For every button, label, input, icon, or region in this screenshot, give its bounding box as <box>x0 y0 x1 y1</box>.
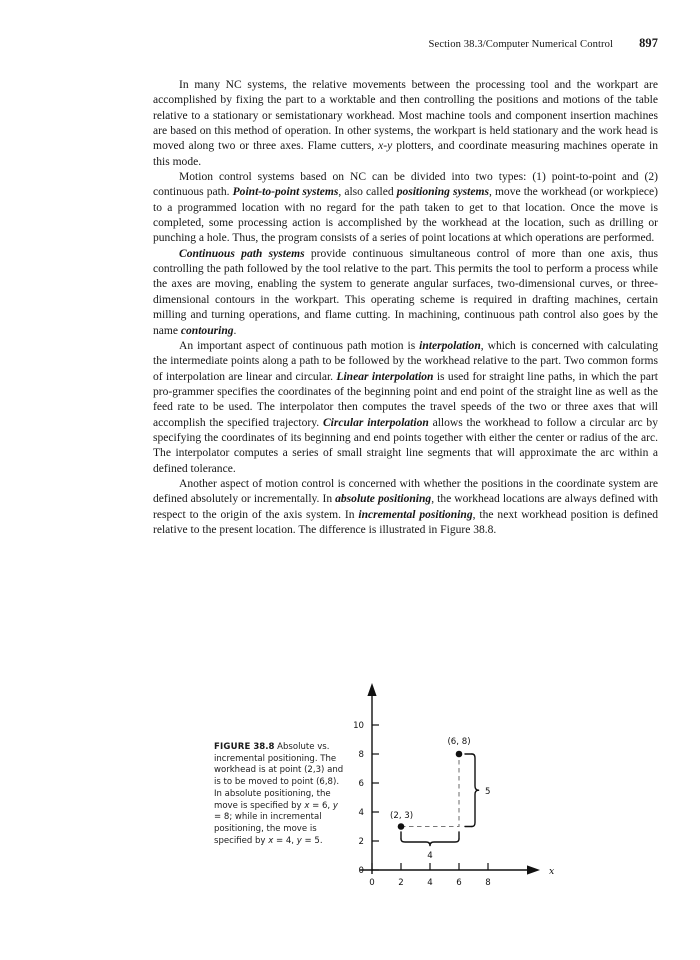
y-axis-tick-labels <box>353 721 364 876</box>
horizontal-increment-brace <box>401 832 459 846</box>
y-axis <box>367 683 376 874</box>
y-tick-label: 0 <box>358 866 364 876</box>
x-tick-label: 2 <box>398 878 404 888</box>
y-tick-label: 10 <box>353 721 364 731</box>
data-point-label: (6, 8) <box>447 737 471 747</box>
vertical-increment-label: 5 <box>485 787 491 797</box>
x-tick-label: 4 <box>427 878 433 888</box>
figure-caption <box>214 742 346 847</box>
figure-caption-number: 38.8 <box>253 742 275 752</box>
y-tick-label: 4 <box>358 808 364 818</box>
vertical-increment-brace <box>465 754 479 827</box>
x-tick-label: 6 <box>456 878 462 888</box>
y-tick-label: 6 <box>358 779 364 789</box>
figure-plot <box>330 672 580 912</box>
coordinate-plot-svg <box>330 672 580 912</box>
y-axis-ticks <box>372 725 379 870</box>
paragraph: Another aspect of motion control is concerned with whether the positions in the coordinate system are defined absolutely or incrementally. In absolute positioning, the workhead locations are always defined with respect to the origin of the axis system. In incremental positioning, the next workhead position is defined relative to the present location. The difference is illustrated in Figure 38.8. <box>153 477 658 536</box>
page-number: 897 <box>639 36 658 50</box>
y-tick-label: 2 <box>358 837 364 847</box>
x-axis-ticks <box>372 863 488 870</box>
paragraph: In many NC systems, the relative movements between the processing tool and the workpart are accomplished by fixing the part to a worktable and then controlling the positions and motions of the table relative to a stationary or semistationary workhead. Most machine tools and component insertion machines are based on this method of operation. In other systems, the workpart is held stationary and the work head is moved along two or three axes. Flame cutters, x-y plotters, and coordinate measuring machines operate in this mode. <box>153 79 658 168</box>
paragraph: An important aspect of continuous path motion is interpolation, which is concerned with calculating the intermediate points along a path to be followed by the workhead relative to the part. Two common forms of interpolation are linear and circular. Linear interpolation is used for straight line paths, in which the part pro-grammer specifies the coordinates of the beginning point and end point of the straight line as well as the feed rate to be used. The interpolator then computes the travel speeds of the two or three axes that will accomplish the specified trajectory. Circular interpolation allows the workhead to follow a circular arc by specifying the coordinates of its beginning and end points together with either the center or radius of the arc. The interpolator computes a series of small straight line segments that will approximate the arc within a defined tolerance. <box>153 339 658 475</box>
running-head <box>153 36 658 51</box>
data-point-label: (2, 3) <box>390 811 414 821</box>
x-axis <box>360 865 540 874</box>
body-column <box>153 78 658 538</box>
x-axis-tick-labels <box>369 878 490 888</box>
paragraph: Motion control systems based on NC can be divided into two types: (1) point-to-point and (2) continuous path. Point-to-point systems, also called positioning systems, move the workhead (or workpiece) to a programmed location with no regard for the path taken to get to that location. Once the move is completed, some processing action is accomplished by the workhead at the location, such as drilling or punching a hole. Thus, the program consists of a series of point locations at which operations are performed. <box>153 171 658 245</box>
x-tick-label: 8 <box>485 878 491 888</box>
x-axis-label: x <box>549 866 555 877</box>
running-head-section: Section 38.3/Computer Numerical Control <box>428 39 614 50</box>
figure-38-8 <box>0 672 700 912</box>
figure-caption-text: Absolute vs. incremental positioning. The workhead is at point (2,3) and is to be moved to point (6,8). In absolute positioning, the move is specified by x = 6, y = 8; while in incremental positioning, the move is specified by x = 4, y = 5. <box>214 742 344 846</box>
paragraph: Continuous path systems provide continuous simultaneous control of more than one axis, thus controlling the path followed by the tool relative to the part. This permits the tool to perform a process while the axes are moving, enabling the system to generate angular surfaces, two-dimensional curves, or three-dimensional contours in the workpart. This operating scheme is required in drafting machines, certain milling and turning operations, and flame cutting. In machining, continuous path control also goes by the name contouring. <box>153 247 659 337</box>
x-tick-label: 0 <box>369 878 375 888</box>
y-tick-label: 8 <box>358 750 364 760</box>
horizontal-increment-label: 4 <box>427 851 433 861</box>
figure-caption-label: FIGURE <box>214 742 251 752</box>
